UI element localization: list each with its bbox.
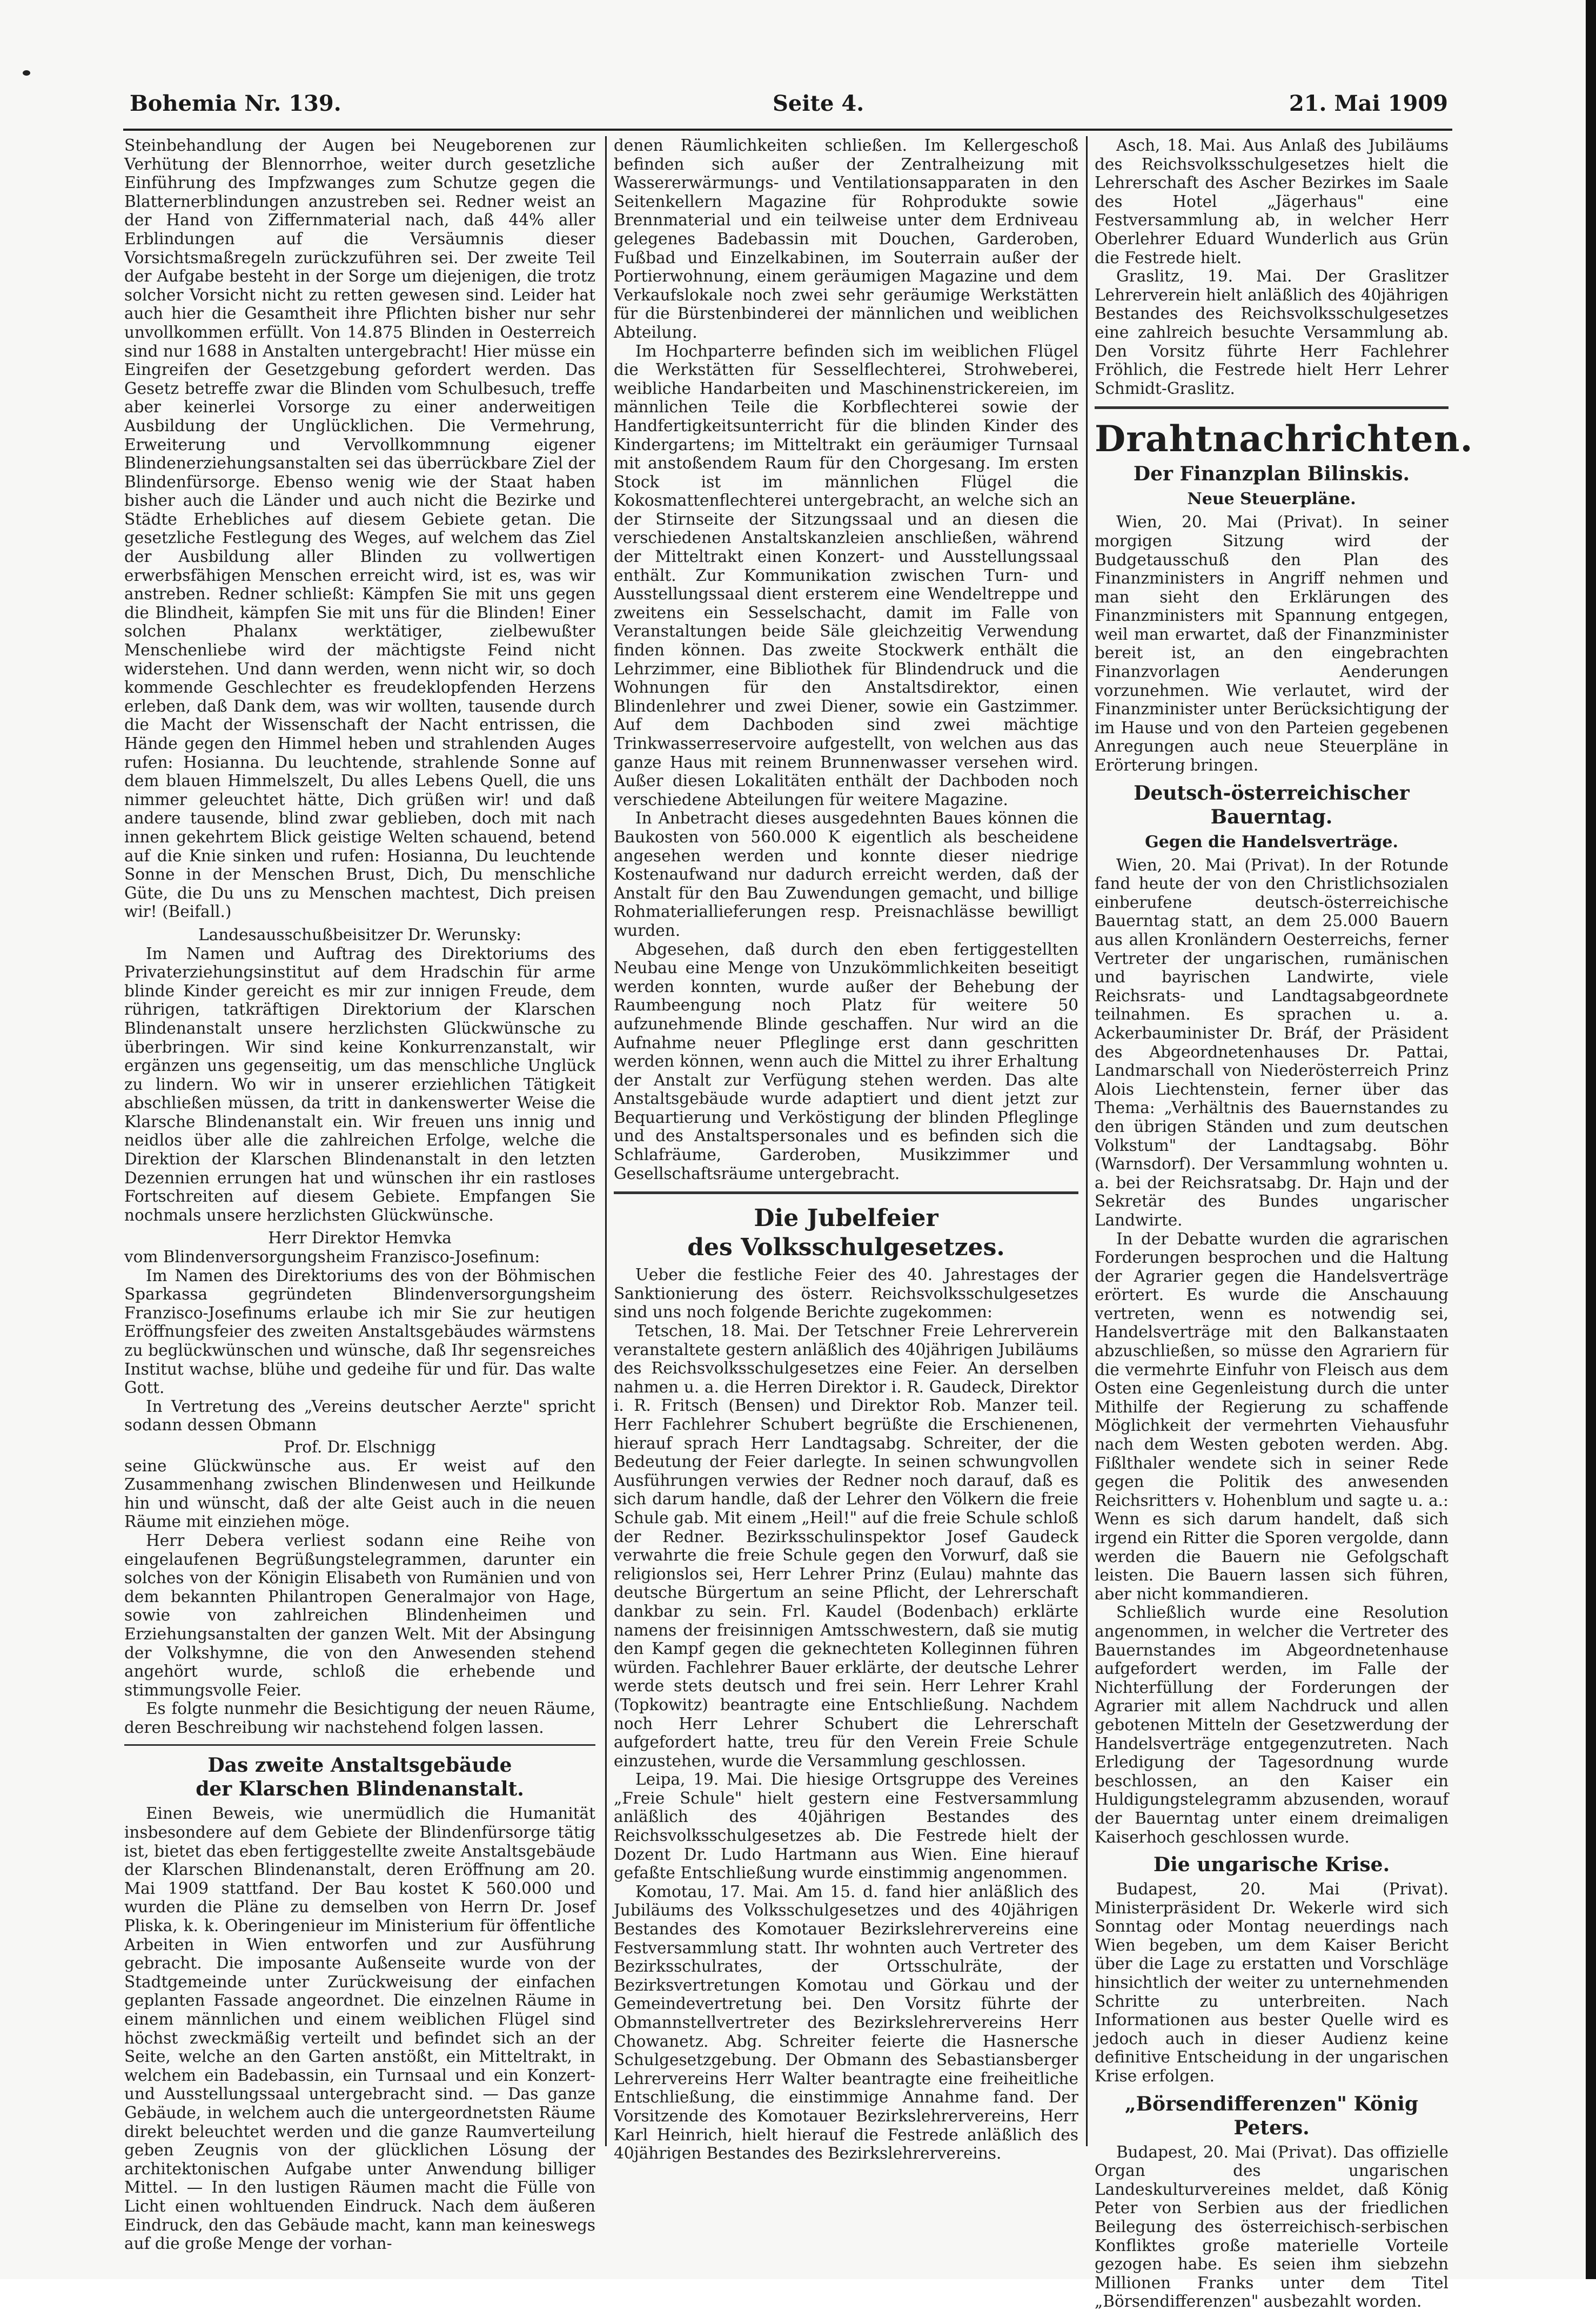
headline-line: Die Jubelfeier <box>754 1204 938 1232</box>
section-divider <box>614 1191 1078 1194</box>
article-paragraph: seine Glückwünsche aus. Er weist auf den Zusammenhang zwischen Blindenwesen und Heilkunde hin und wünscht, daß der alte Geist auch in die neuen Räume mit einziehen möge. <box>124 1456 595 1531</box>
column-1 <box>124 136 595 2253</box>
header-date: 21. Mai 1909 <box>1289 91 1448 116</box>
article-paragraph: Tetschen, 18. Mai. Der Tetschner Freie Lehrerverein veranstaltete gestern anläßlich des 40jährigen Jubiläums des Reichsvolksschulgesetzes eine Feier. An derselben nahmen u. a. die Herren Direktor i. R. Gaudeck, Direktor i. R. Fritsch (Bensen) und Direktor Rob. Manzer teil. Herr Fachlehrer Schubert begrüßte die Erschienenen, hierauf sprach Herr Landtagsabg. Schreiter, der die Bedeutung der Feier darlegte. In seinen schwungvollen Ausführungen verwies der Redner noch darauf, daß es sich darum handle, daß der Lehrer den Völkern die freie Schule gab. Mit einem „Heil!" auf die freie Schule schloß der Redner. Bezirksschulinspektor Josef Gaudeck verwahrte die freie Schule gegen den Vorwurf, daß sie religionslos sei, Herr Lehrer Prinz (Eulau) mahnte das deutsche Bürgertum an seine Pflicht, der Lehrerschaft dankbar zu sein. Frl. Kaudel (Bodenbach) erklärte namens der freisinnigen Amtsschwestern, daß sie mutig den Kampf gegen die geknechteten Kolleginnen führen würden. Fachlehrer Bauer erklärte, der deutsche Lehrer werde stets deutsch und frei sein. Herr Lehrer Krahl (Topkowitz) beantragte eine Entschließung. Nachdem noch Herr Lehrer Schubert die Lehrerschaft aufgefordert hatte, treu für den Verein Freie Schule einzustehen, wurde die Versammlung geschlossen. <box>614 1322 1078 1770</box>
article-headline <box>614 1204 1078 1262</box>
headline-line: Das zweite Anstaltsgebäude <box>207 1754 512 1777</box>
article-headline: Deutsch-österreichischer Bauerntag. <box>1134 781 1410 828</box>
article-paragraph: Einen Beweis, wie unermüdlich die Humanität insbesondere auf dem Gebiete der Blindenfürsorge tätig ist, bietet das eben fertiggestellte zweite Anstaltsgebäude der Klarschen Blindenanstalt, deren Eröffnung am 20. Mai 1909 stattfand. Der Bau kostet K 560.000 und wurden die Pläne zu demselben von Herrn Dr. Josef Pliska, k. k. Oberingenieur im Ministerium für öffentliche Arbeiten in Wien entworfen und zur Ausführung gebracht. Die imposante Außenseite wurde von der Stadtgemeinde unter Zurückweisung der einfachen geplanten Fassade angeordnet. Die einzelnen Räume in einem männlichen und einem weiblichen Flügel sind höchst zweckmäßig verteilt und befindet sich an der Seite, welche an den Garten anstößt, ein Mitteltrakt, in welchem ein Badebassin, ein Turnsaal und ein Konzert- und Ausstellungssaal untergebracht sind. — Das ganze Gebäude, in welchem auch die untergeordnetsten Räume direkt beleuchtet werden und die ganze Raumverteilung geben Zeugnis von der glücklichen Lösung der architektonischen Aufgabe unter Anwendung billiger Mittel. — In den lustigen Räumen macht die Fülle von Licht einen wohltuenden Eindruck. Nach dem äußeren Eindruck, den das Gebäude macht, kann man keineswegs auf die große Menge der vorhan- <box>124 1804 595 2253</box>
header-paper-number: Bohemia Nr. 139. <box>130 91 341 116</box>
article-headline <box>124 1753 595 1801</box>
section-divider <box>1095 406 1449 409</box>
ink-mark <box>23 70 30 76</box>
article-headline: „Börsendifferenzen" König Peters. <box>1124 2092 1419 2139</box>
article-paragraph: Steinbehandlung der Augen bei Neugeborenen zur Verhütung der Blennorrhoe, weiter durch gesetzliche Einführung des Impfzwanges zum Schutze gegen die Blatternerblindungen anzustreben sei. Redner weist an der Hand von Ziffernmaterial nach, daß 44% aller Erblindungen auf die Versäumnis dieser Vorsichtsmaßregeln zurückzuführen sei. Der zweite Teil der Aufgabe besteht in der Sorge um diejenigen, die trotz solcher Vorsicht nicht zu retten gewesen sind. Leider hat auch hier die Gesamtheit ihre Pflichten bisher nur sehr unvollkommen erfüllt. Von 14.875 Blinden in Oesterreich sind nur 1688 in Anstalten untergebracht! Hier müsse ein Eingreifen der Gesetzgebung gefordert werden. Das Gesetz betreffe zwar die Blinden vom Schulbesuch, treffe aber keinerlei Vorsorge zu einer anderweitigen Ausbildung der Unglücklichen. Die Vermehrung, Erweiterung und Vervollkommnung eigener Blindenerziehungsanstalten sei das überrückbare Ziel der Blindenfürsorge. Ebenso wenig wie der Staat haben bisher auch die Länder und auch nicht die Bezirke und Städte Erhebliches auf diesem Gebiete getan. Die gesetzliche Festlegung des Weges, auf welchem das Ziel der Ausbildung aller Blinden zu vollwertigen erwerbsfähigen Menschen erreicht wird, ist es, was wir anstreben. Redner schließt: Kämpfen Sie mit uns gegen die Blindheit, kämpfen Sie mit uns für die Blinden! Einer solchen Phalanx werktätiger, zielbewußter Menschenliebe wird der mächtigste Feind nicht widerstehen. Und dann werden, wenn nicht wir, so doch kommende Geschlechter es freudeklopfenden Herzens erleben, daß Dank dem, was wir wollten, tausende durch die Macht der Wissenschaft der Nacht entrissen, die Hände gegen den Himmel heben und strahlenden Auges rufen: Hosianna. Du leuchtende, strahlende Sonne auf dem blauen Himmelszelt, Du alles Lebens Quell, die uns nimmer geleuchtet hätte, Dich grüßen wir! und daß andere tausende, blind zwar geblieben, doch mit nach innen gekehrtem Blick geistige Welten schauend, betend auf die Knie sinken und rufen: Hosianna, Du leuchtende Sonne in der Menschen Brust, Dich, Du menschliche Güte, die Du uns zu Menschen machtest, Dich preisen wir! (Beifall.) <box>124 136 595 921</box>
section-divider <box>124 1744 595 1746</box>
article-headline: Der Finanzplan Bilinskis. <box>1133 463 1410 486</box>
article-paragraph: In Anbetracht dieses ausgedehnten Baues können die Baukosten von 560.000 K eigentlich als bescheidene angesehen werden und konnte dieser niedrige Kostenaufwand nur dadurch erreicht werden, daß der Anstalt für den Bau Zuwendungen gemacht, und billige Rohmateriallieferungen resp. Preisnachlässe bewilligt wurden. <box>614 809 1078 940</box>
article-paragraph: Wien, 20. Mai (Privat). In seiner morgigen Sitzung wird der Budgetausschuß den Plan des Finanzministers in Angriff nehmen und man sieht den Erklärungen des Finanzministers mit Spannung entgegen, weil man erwartet, daß der Finanzminister bereit ist, an den eingebrachten Finanzvorlagen Aenderungen vorzunehmen. Wie verlautet, wird der Finanzminister unter Berücksichtigung der im Hause und von den Parteien gegebenen Anregungen auch neue Steuerpläne in Erörterung bringen. <box>1095 513 1449 775</box>
header-rule <box>123 129 1452 131</box>
speaker-line: Herr Direktor Hemvka <box>268 1229 452 1248</box>
article-paragraph: Es folgte nunmehr die Besichtigung der neuen Räume, deren Beschreibung wir nachstehend folgen lassen. <box>124 1699 595 1737</box>
article-paragraph: In Vertretung des „Vereins deutscher Aerzte" spricht sodann dessen Obmann <box>124 1397 595 1435</box>
article-paragraph: In der Debatte wurden die agrarischen Forderungen besprochen und die Haltung der Agrarier gegen die Handelsverträge erörtert. Es wurde die Anschauung vertreten, wenn es notwendig sei, Handelsverträge mit den Balkanstaaten abzuschließen, so müsse den Agrariern für die vermehrte Einfuhr von Fleisch aus dem Osten eine Gegenleistung durch die unter Mithilfe der Regierung zu schaffende Möglichkeit der vermehrten Viehausfuhr nach dem Westen geboten werden. Abg. Fißlthaler wendete sich in seiner Rede gegen die Politik des anwesenden Reichsritters v. Hohenblum und sagte u. a.: Wenn es sich darum handelt, daß sich irgend ein Ritter die Sporen vergolde, dann werden die Bauern nie Gefolgschaft leisten. Die Bauern lassen sich führen, aber nicht kommandieren. <box>1095 1229 1449 1603</box>
column-2 <box>614 136 1078 2163</box>
section-title: Drahtnachrichten. <box>1095 418 1473 460</box>
article-headline: Die ungarische Krise. <box>1153 1853 1390 1877</box>
headline-line: der Klarschen Blindenanstalt. <box>196 1778 524 1801</box>
speaker-line: Landesausschußbeisitzer Dr. Werunsky: <box>198 925 521 944</box>
article-paragraph: Ueber die festliche Feier des 40. Jahrestages der Sanktionierung des österr. Reichsvolksschulgesetzes sind uns noch folgende Berichte zugekommen: <box>614 1265 1078 1322</box>
speaker-line: Prof. Dr. Elschnigg <box>284 1437 436 1456</box>
column-3 <box>1095 136 1473 2311</box>
article-paragraph: Leipa, 19. Mai. Die hiesige Ortsgruppe des Vereines „Freie Schule" hielt gestern eine Festversammlung anläßlich des 40jährigen Bestandes des Reichsvolksschulgesetzes ab. Die Festrede hielt der Dozent Dr. Ludo Hartmann aus Wien. Eine hierauf gefaßte Entschließung wurde einstimmig angenommen. <box>614 1770 1078 1883</box>
page-header <box>130 91 1448 123</box>
headline-line: des Volksschulgesetzes. <box>687 1234 1005 1262</box>
column-rule-1 <box>605 136 607 2146</box>
header-page-number: Seite 4. <box>773 91 864 116</box>
article-paragraph: Schließlich wurde eine Resolution angenommen, in welcher die Vertreter des Bauernstandes im Abgeordnetenhause aufgefordert werden, im Falle der Nichterfüllung der Forderungen der Agrarier mit allem Nachdruck und allen gebotenen Mitteln der Gesetzwerdung der Handelsverträge entgegenzutreten. Nach Erledigung der Tagesordnung wurde beschlossen, an den Kaiser ein Huldigungstelegramm abzusenden, worauf der Bauerntag unter einem dreimaligen Kaiserhoch geschlossen wurde. <box>1095 1603 1449 1846</box>
article-subheadline: Neue Steuerpläne. <box>1187 490 1356 509</box>
article-paragraph: denen Räumlichkeiten schließen. Im Kellergeschoß befinden sich außer der Zentralheizung mit Wassererwärmungs- und Ventilationsapparaten in den Seitenkellern Magazine für Rohprodukte sowie Brennmaterial und ein teilweise unter dem Erdniveau gelegenes Badebassin mit Douchen, Garderoben, Fußbad und Einzelkabinen, im Souterrain außer der Portierwohnung, einem geräumigen Magazine und dem Verkaufslokale noch zwei sehr geräumige Werkstätten für die Bürstenbinderei der männlichen und weiblichen Abteilung. <box>614 136 1078 341</box>
column-rule-2 <box>1086 136 1088 2146</box>
article-paragraph: Herr Debera verliest sodann eine Reihe von eingelaufenen Begrüßungstelegrammen, darunter ein solches von der Königin Elisabeth von Rumänien und von dem bekannten Philantropen Generalmajor von Hage, sowie von zahlreichen Blindenheimen und Erziehungsanstalten der ganzen Welt. Mit der Absingung der Volkshymne, die von den Anwesenden stehend angehört wurde, schloß die erhebende und stimmungsvolle Feier. <box>124 1531 595 1699</box>
article-paragraph: Asch, 18. Mai. Aus Anlaß des Jubiläums des Reichsvolksschulgesetzes hielt die Lehrerschaft des Ascher Bezirkes im Saale des Hotel „Jägerhaus" eine Festversammlung ab, in welcher Herr Oberlehrer Eduard Wunderlich aus Grün die Festrede hielt. <box>1095 136 1449 267</box>
article-paragraph: Budapest, 20. Mai (Privat). Das offizielle Organ des ungarischen Landeskulturvereines meldet, daß König Peter von Serbien aus der friedlichen Beilegung des österreichisch-serbischen Konfliktes große materielle Vorteile gezogen habe. Es seien ihm siebzehn Millionen Franks unter dem Titel „Börsendifferenzen" ausbezahlt worden. <box>1095 2142 1449 2311</box>
article-paragraph: Budapest, 20. Mai (Privat). Ministerpräsident Dr. Wekerle wird sich Sonntag oder Montag neuerdings nach Wien begeben, um dem Kaiser Bericht über die Lage zu erstatten und Vorschläge hinsichtlich der weiter zu unternehmenden Schritte zu unterbreiten. Nach Informationen aus bester Quelle wird es jedoch auch in dieser Audienz keine definitive Entscheidung in der ungarischen Krise erfolgen. <box>1095 1880 1449 2086</box>
article-paragraph: Im Namen und Auftrag des Direktoriums des Privaterziehungsinstitut auf dem Hradschin für arme blinde Kinder gereicht es mir zur innigen Freude, dem rührigen, tatkräftigen Direktorium der Klarschen Blindenanstalt unsere herzlichsten Glückwünsche zu überbringen. Wir sind keine Konkurrenzanstalt, wir ergänzen uns gegenseitig, um das menschliche Unglück zu lindern. Wo wir in unserer erziehlichen Tätigkeit abschließen müssen, da tritt in dankenswerter Weise die Klarsche Blindenanstalt ein. Wir freuen uns innig und neidlos über alle die zahlreichen Erfolge, welche die Direktion der Klarschen Blindenanstalt in den letzten Dezennien errungen hat und wünschen ihr ein rastloses Fortschreiten auf diesem Gebiete. Empfangen Sie nochmals unsere herzlichsten Glückwünsche. <box>124 944 595 1224</box>
scan-edge <box>1586 0 1596 2279</box>
article-paragraph: Wien, 20. Mai (Privat). In der Rotunde fand heute der von den Christlichsozialen einberufene deutsch-österreichische Bauerntag statt, an dem 25.000 Bauern aus allen Kronländern Oesterreichs, ferner Vertreter der ungarischen, rumänischen und bayrischen Landwirte, viele Reichsrats- und Landtagsabgeordnete teilnahmen. Es sprachen u. a. Ackerbauminister Dr. Bráf, der Präsident des Abgeordnetenhauses Dr. Pattai, Landmarschall von Niederösterreich Prinz Alois Liechtenstein, ferner über das Thema: „Verhältnis des Bauernstandes zu den übrigen Ständen und zum deutschen Volkstum" der Landtagsabg. Böhr (Warnsdorf). Der Versammlung wohnten u. a. bei der Reichsratsabg. Dr. Hajn und der Sekretär des Bundes ungarischer Landwirte. <box>1095 855 1449 1229</box>
article-paragraph: Im Hochparterre befinden sich im weiblichen Flügel die Werkstätten für Sesselflechterei, Strohweberei, weibliche Handarbeiten und Maschinenstrickereien, im männlichen Teile die Korbflechterei sowie der Handfertigkeitsunterricht für die blinden Kinder des Kindergartens; im Mitteltrakt ein geräumiger Turnsaal mit anstoßendem Raum für den Chorgesang. Im ersten Stock ist im männlichen Flügel die Kokosmattenflechterei untergebracht, an welche sich an der Stirnseite der Sitzungssaal und an diesen die verschiedenen Anstaltskanzleien anschließen, während der Mitteltrakt einen Konzert- und Ausstellungssaal enthält. Zur Kommunikation zwischen Turn- und Ausstellungssaal dient ersterem eine Wendeltreppe und zweitens ein Sesselschacht, damit im Falle von Veranstaltungen beide Säle gleichzeitig Verwendung finden können. Das zweite Stockwerk enthält die Lehrzimmer, eine Bibliothek für Blindendruck und die Wohnungen für den Anstaltsdirektor, einen Blindenlehrer und zwei Diener, sowie ein Gastzimmer. Auf dem Dachboden sind zwei mächtige Trinkwasserreservoire aufgestellt, von welchen aus das ganze Haus mit reinem Brunnenwasser versehen wird. Außer diesen Lokalitäten enthält der Dachboden noch verschiedene Abteilungen für weitere Magazine. <box>614 341 1078 809</box>
speaker-affiliation: vom Blindenversorgungsheim Franzisco-Josefinum: <box>124 1248 540 1267</box>
article-paragraph: Im Namen des Direktoriums des von der Böhmischen Sparkassa gegründeten Blindenversorgungsheim Franzisco-Josefinums erlaube ich mir Sie zur heutigen Eröffnungsfeier des zweiten Anstaltsgebäudes wärmstens zu beglückwünschen und wünsche, daß Ihr segensreiches Institut wachse, blühe und gedeihe für und für. Das walte Gott. <box>124 1266 595 1397</box>
article-paragraph: Abgesehen, daß durch den eben fertiggestellten Neubau eine Menge von Unzukömmlichkeiten beseitigt werden konnten, wurde außer der Behebung der Raumbeengung noch Platz für weitere 50 aufzunehmende Blinde geschaffen. Nur wird an die Aufnahme neuer Pfleglinge erst dann geschritten werden können, wenn auch die Mittel zu ihrer Erhaltung der Anstalt zur Verfügung stehen werden. Das alte Anstaltsgebäude wurde adaptiert und dient jetzt zur Bequartierung und Verköstigung der blinden Pfleglinge und des Anstaltspersonales und es befinden sich die Schlafräume, Garderoben, Musikzimmer und Gesellschaftsräume untergebracht. <box>614 940 1078 1183</box>
article-paragraph: Komotau, 17. Mai. Am 15. d. fand hier anläßlich des Jubiläums des Volksschulgesetzes und des 40jährigen Bestandes des Komotauer Bezirkslehrervereins eine Festversammlung statt. Ihr wohnten auch Vertreter des Bezirksschulrates, der Ortsschulräte, der Bezirksvertretungen Komotau und Görkau und der Gemeindevertretung bei. Den Vorsitz führte der Obmannstellvertreter des Bezirkslehrervereins Herr Chowanetz. Abg. Schreiter feierte die Hasnersche Schulgesetzgebung. Der Obmann des Sebastiansberger Lehrervereins Herr Walter beantragte eine freiheitliche Entschließung, die einstimmige Annahme fand. Der Vorsitzende des Komotauer Bezirkslehrervereins, Herr Karl Heinrich, hielt hierauf die Festrede anläßlich des 40jährigen Bestandes des Bezirkslehrervereins. <box>614 1882 1078 2163</box>
article-paragraph: Graslitz, 19. Mai. Der Graslitzer Lehrerverein hielt anläßlich des 40jährigen Bestandes des Reichsvolksschulgesetzes eine zahlreich besuchte Versammlung ab. Den Vorsitz führte Herr Fachlehrer Fröhlich, die Festrede hielt Herr Lehrer Schmidt-Graslitz. <box>1095 267 1449 398</box>
article-subheadline: Gegen die Handelsverträge. <box>1145 832 1398 852</box>
